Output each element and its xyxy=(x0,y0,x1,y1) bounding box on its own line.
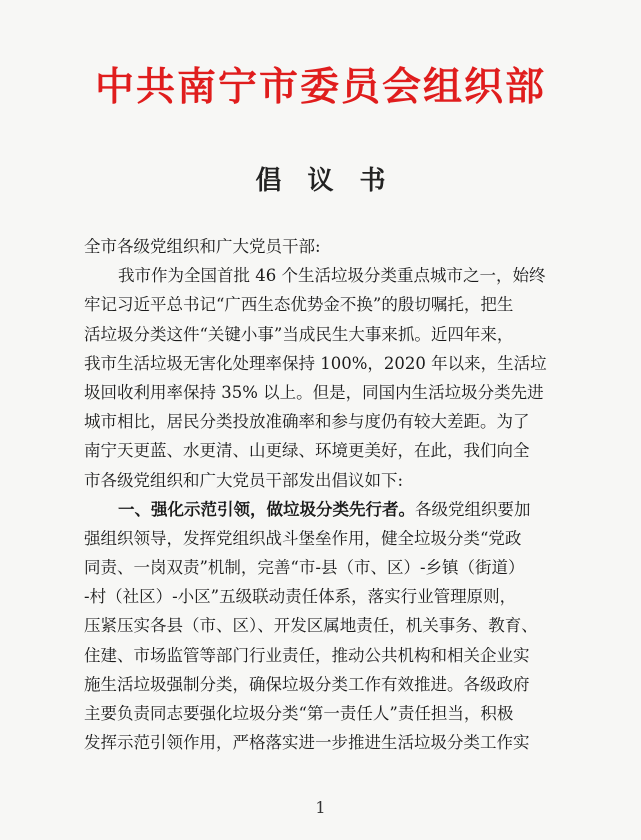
paragraph-2-first-line-text: 各级党组织要加 xyxy=(415,499,531,519)
paragraph-1-line: 牢记习近平总书记“广西生态优势金不换”的殷切嘱托，把生 xyxy=(84,295,514,315)
paragraph-1-line: 市各级党组织和广大党员干部发出倡议如下: xyxy=(84,470,404,490)
paragraph-2-line: 住建、市场监管等部门行业责任，推动公共机构和相关企业实 xyxy=(84,645,530,665)
page-number: 1 xyxy=(315,798,326,817)
document-body xyxy=(84,232,584,757)
section-heading: 一、强化示范引领，做垃圾分类先行者。 xyxy=(118,499,415,519)
paragraph-2-line: 同责、一岗双责”机制，完善“市-县（市、区）-乡镇（街道） xyxy=(84,558,525,578)
salutation: 全市各级党组织和广大党员干部: xyxy=(84,237,321,256)
paragraph-2-line: 施生活垃圾强制分类，确保垃圾分类工作有效推进。各级政府 xyxy=(84,674,530,694)
paragraph-2-line: -村（社区）-小区”五级联动责任体系，落实行业管理原则， xyxy=(84,587,517,607)
paragraph-1-line: 南宁天更蓝、水更清、山更绿、环境更美好，在此，我们向全 xyxy=(84,441,530,461)
paragraph-1-line: 我市生活垃圾无害化处理率保持 100%，2020 年以来，生活垃 xyxy=(84,353,547,373)
paragraph-2-line: 压紧压实各县（市、区）、开发区属地责任，机关事务、教育、 xyxy=(84,616,538,636)
document-title: 倡议书 xyxy=(255,166,412,196)
paragraph-1-line: 圾回收利用率保持 35% 以上。但是，同国内生活垃圾分类先进 xyxy=(84,382,544,402)
paragraph-2 xyxy=(84,495,584,758)
paragraph-1-line: 活垃圾分类这件“关键小事”当成民生大事来抓。近四年来， xyxy=(84,324,514,344)
paragraph-2-line: 强组织领导，发挥党组织战斗堡垒作用，健全垃圾分类“党政 xyxy=(84,528,522,548)
paragraph-1-line: 城市相比，居民分类投放准确率和参与度仍有较大差距。为了 xyxy=(84,412,530,432)
paragraph-2-line: 发挥示范引领作用，严格落实进一步推进生活垃圾分类工作实 xyxy=(84,733,530,753)
paragraph-2-first-line xyxy=(84,495,584,524)
paragraph-1 xyxy=(84,261,584,495)
issuer-header: 中共南宁市委员会组织部 xyxy=(94,65,546,110)
paragraph-1-line: 我市作为全国首批 46 个生活垃圾分类重点城市之一，始终 xyxy=(118,266,546,286)
paragraph-2-line: 主要负责同志要强化垃圾分类“第一责任人”责任担当，积极 xyxy=(84,704,514,723)
